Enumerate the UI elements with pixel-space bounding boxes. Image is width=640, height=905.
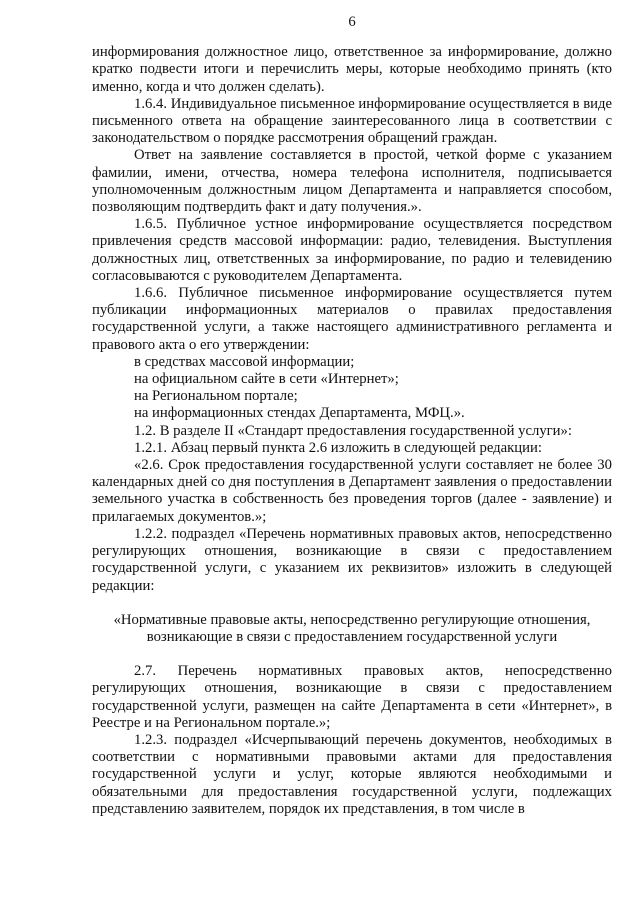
list-item: в средствах массовой информации; bbox=[134, 353, 355, 370]
list-item: на официальном сайте в сети «Интернет»; bbox=[134, 371, 399, 388]
paragraph-1-6-4: 1.6.4. Индивидуальное письменное информирование осуществляется в виде письменного ответа на обращение заинтересованного лица в соответствии с законодательством о порядке рассмотрения обращений граждан. bbox=[92, 95, 612, 147]
paragraph-1-2: 1.2. В разделе II «Стандарт предоставления государственной услуги»: bbox=[134, 422, 572, 439]
spacer bbox=[92, 646, 612, 663]
paragraph-1-6-5: 1.6.5. Публичное устное информирование осуществляется посредством привлечения средств массовой информации: радио, телевидения. Выступления должностных лиц, ответственных за информирование, по радио и телевидению согласовываются с руководителем Департамента. bbox=[92, 216, 612, 284]
page-number: 6 bbox=[348, 14, 356, 30]
paragraph-continuation: информирования должностное лицо, ответственное за информирование, должно кратко подвести итоги и перечислить меры, которые необходимо принять (кто именно, когда и что должен сделать). bbox=[92, 44, 612, 95]
section-heading: «Нормативные правовые акты, непосредственно регулирующие отношения, возникающие в связи с предоставлением государственной услуги bbox=[113, 611, 591, 645]
paragraph-1-2-1: 1.2.1. Абзац первый пункта 2.6 изложить в следующей редакции: bbox=[134, 439, 542, 456]
paragraph-1-2-3: 1.2.3. подраздел «Исчерпывающий перечень документов, необходимых в соответствии с нормативными правовыми актами для предоставления государственной услуги и услуг, которые являются необходимыми и обязательными для предоставления государственной услуги, подлежащих представлению заявителем, порядок их представления, в том числе в bbox=[92, 731, 612, 817]
paragraph-2-7: 2.7. Перечень нормативных правовых актов, непосредственно регулирующих отношения, возникающие в связи с предоставлением государственной услуги, размещен на сайте Департамента в сети «Интернет», в Реестре и на Региональном портале.»; bbox=[92, 663, 612, 731]
spacer bbox=[92, 595, 612, 612]
paragraph-2-6: «2.6. Срок предоставления государственной услуги составляет не более 30 календарных дней со дня поступления в Департамент заявления о предоставлении земельного участка в собственность без проведения торгов (далее - заявление) и прилагаемых документов.»; bbox=[92, 457, 612, 525]
list-item: на Региональном портале; bbox=[134, 388, 298, 405]
paragraph-1-2-2: 1.2.2. подраздел «Перечень нормативных правовых актов, непосредственно регулирующих отношения, возникающие в связи с предоставлением государственной услуги, с указанием их реквизитов» изложить в следующей редакции: bbox=[92, 525, 612, 594]
paragraph-1-6-6: 1.6.6. Публичное письменное информирование осуществляется путем публикации информационных материалов о правилах предоставления государственной услуги, а также настоящего административного регламента и правового акта о его утверждении: bbox=[92, 285, 612, 353]
paragraph-response: Ответ на заявление составляется в простой, четкой форме с указанием фамилии, имени, отчества, номера телефона исполнителя, подписывается уполномоченным должностным лицом Департамента и направляется способом, позволяющим подтвердить факт и дату получения.». bbox=[92, 147, 612, 216]
list-item: на информационных стендах Департамента, МФЦ.». bbox=[134, 405, 465, 422]
